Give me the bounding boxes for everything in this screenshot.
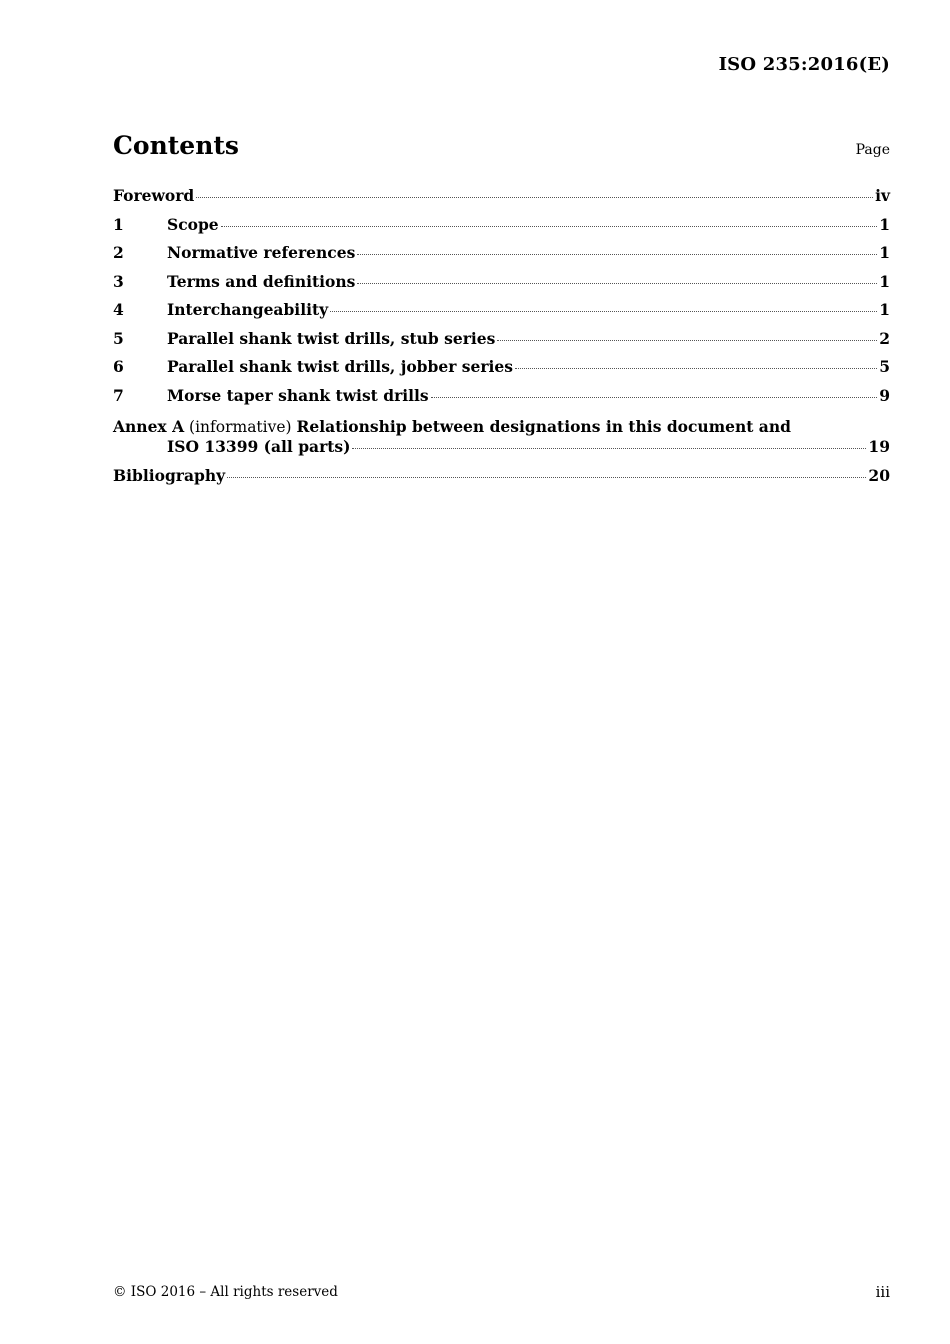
toc-entry-title: Scope: [167, 214, 219, 234]
page-column-label: Page: [855, 142, 890, 158]
dot-leader: [515, 368, 877, 369]
toc-entry-page: 1: [879, 243, 890, 262]
dot-leader: [330, 311, 877, 312]
dot-leader: [352, 448, 866, 449]
toc-entry-3[interactable]: [113, 272, 890, 301]
toc-entry-title: Terms and definitions: [167, 271, 356, 291]
toc-entry-number: 2: [113, 243, 124, 262]
toc-entry-page: 1: [879, 271, 890, 291]
toc-entry-title: Interchangeability: [167, 300, 329, 319]
toc-entry-page: 20: [868, 466, 890, 485]
toc-entry-page: 1: [879, 300, 890, 319]
toc-entry-title: Parallel shank twist drills, jobber series: [167, 357, 513, 376]
annex-type: (informative): [189, 418, 292, 436]
toc-entry-6[interactable]: [113, 357, 890, 386]
toc-entry-title: Morse taper shank twist drills: [167, 385, 429, 405]
toc-entry-title: Foreword: [113, 186, 195, 205]
toc-entry-title: Bibliography: [113, 466, 226, 485]
toc-entry-5[interactable]: [113, 329, 890, 358]
document-identifier: ISO 235:2016(E): [718, 54, 890, 75]
toc-entry-page: iv: [875, 186, 890, 205]
annex-title-line2: ISO 13399 (all parts): [167, 437, 351, 456]
toc-entry-page: 1: [879, 214, 890, 234]
annex-title-line1: Relationship between designations in this document and: [296, 417, 791, 436]
dot-leader: [357, 283, 877, 284]
dot-leader: [227, 477, 866, 478]
toc-entry-title: Parallel shank twist drills, stub series: [167, 328, 496, 348]
toc-entry-4[interactable]: [113, 300, 890, 329]
toc-entry-number: 4: [113, 300, 124, 319]
toc-entry-number: 6: [113, 357, 124, 376]
toc-entry-7[interactable]: [113, 386, 890, 415]
toc-entry-page: 19: [868, 437, 890, 456]
toc-entry-2[interactable]: [113, 243, 890, 272]
contents-heading: Contents: [113, 131, 240, 160]
toc-entry-annex-a[interactable]: [113, 417, 890, 456]
toc-entry-page: 9: [879, 385, 890, 405]
page-number: iii: [875, 1283, 890, 1301]
toc-entry-page: 5: [879, 357, 890, 376]
toc-entry-title: Normative references: [167, 243, 356, 262]
toc-entry-foreword[interactable]: [113, 186, 890, 215]
toc-entry-1[interactable]: [113, 215, 890, 244]
toc-entry-page: 2: [879, 328, 890, 348]
toc-entry-number: 5: [113, 328, 124, 348]
dot-leader: [357, 254, 877, 255]
dot-leader: [196, 197, 873, 198]
toc-entry-number: 1: [113, 214, 124, 234]
toc-entry-number: 3: [113, 271, 124, 291]
toc-entry-bibliography[interactable]: [113, 466, 890, 495]
copyright-notice: © ISO 2016 – All rights reserved: [113, 1284, 338, 1300]
table-of-contents: [113, 186, 890, 495]
toc-entry-number: 7: [113, 385, 124, 405]
dot-leader: [497, 340, 877, 341]
dot-leader: [431, 397, 878, 398]
annex-label: Annex A: [113, 417, 185, 436]
dot-leader: [221, 226, 878, 227]
